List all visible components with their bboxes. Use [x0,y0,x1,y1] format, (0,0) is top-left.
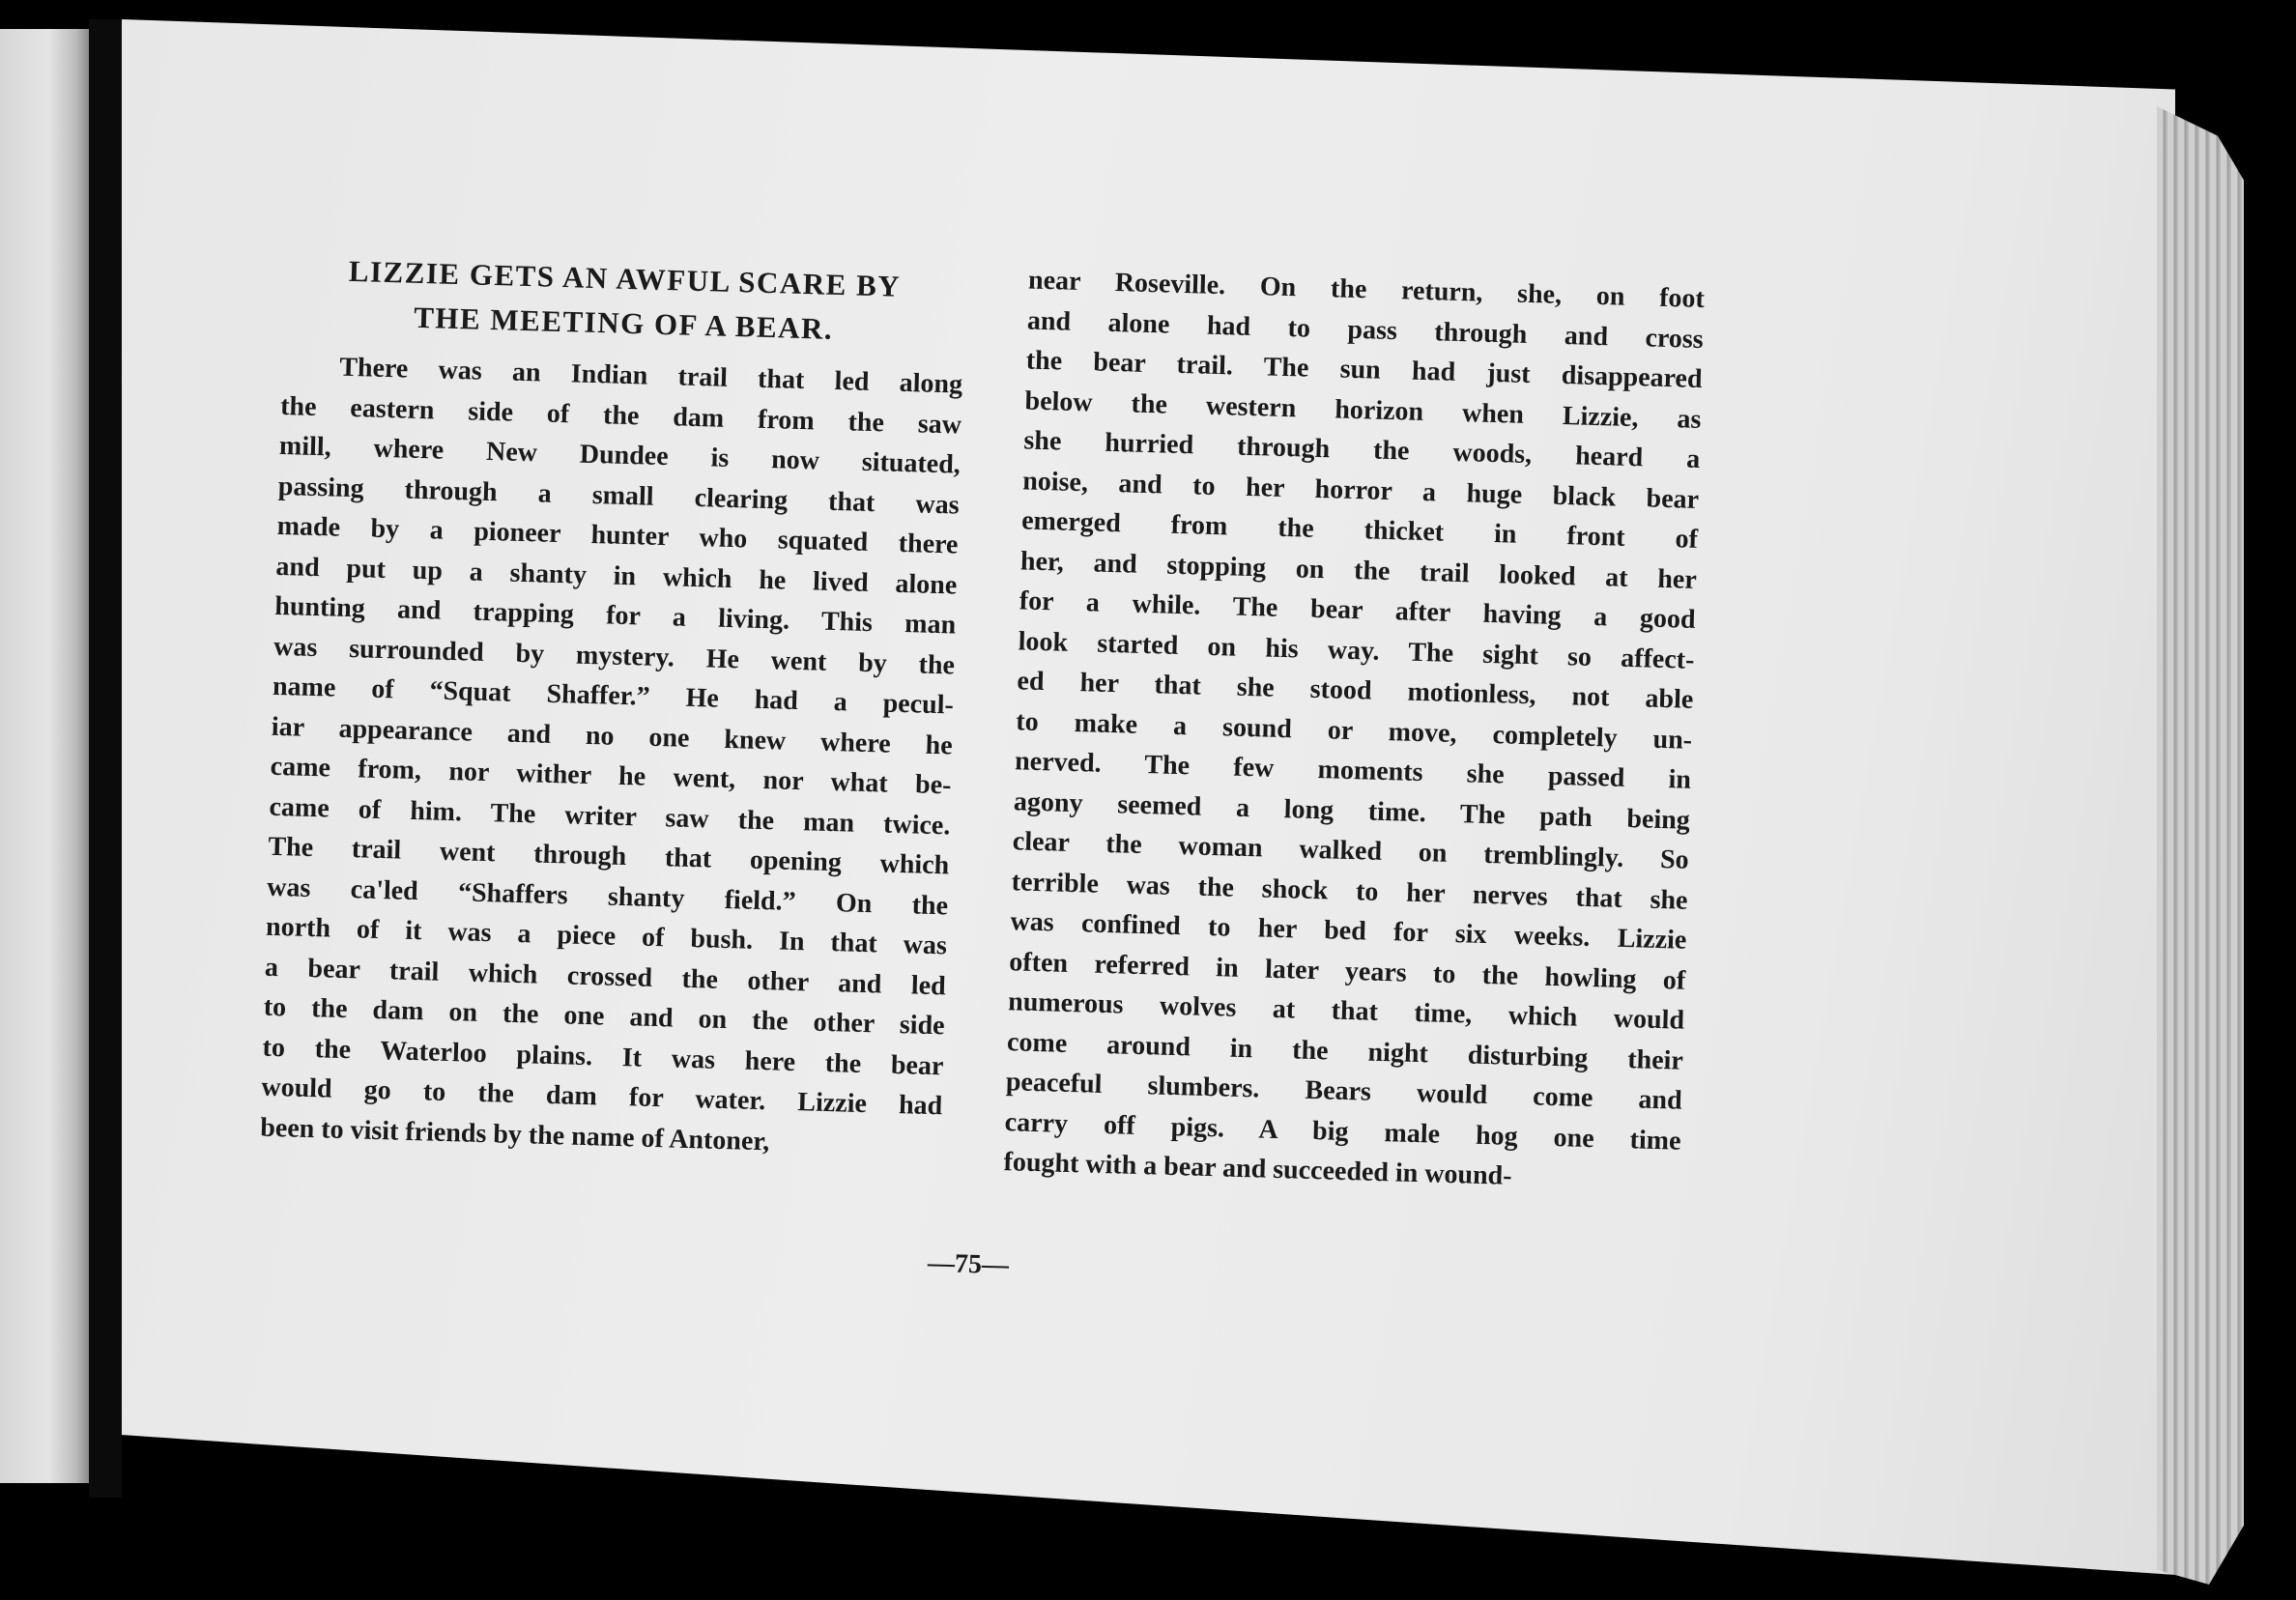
left-column-line: came of him. The writer saw the man twice. [269,791,951,841]
left-column-line: passing through a small clearing that was [277,471,961,521]
right-column-line: agony seemed a long time. The path being [1013,786,1691,836]
chapter-heading [282,247,965,356]
right-column-line: noise, and to her horror a huge black bear [1021,465,1700,515]
left-column-line: was ca'led “Shaffers shanty field.” On the [266,871,949,921]
heading-line-1: LIZZIE GETS AN AWFUL SCARE BY [348,253,902,303]
heading-line-2: THE MEETING OF A BEAR. [413,300,834,346]
left-column-line: would go to the dam for water. Lizzie had [261,1071,943,1122]
left-column-line: mill, where New Dundee is now situated, [278,430,961,480]
left-column-line: was surrounded by mystery. He went by the [273,631,956,681]
left-column-line: name of “Squat Shaffer.” He had a pecul- [272,671,955,721]
left-column-line: a bear trail which crossed the other and led [264,952,947,1001]
page-stack-edges [2157,106,2244,1585]
right-column-line: and alone had to pass through and cross [1026,304,1705,355]
left-column-line: the eastern side of the dam from the saw [279,390,962,441]
right-column-line: the bear trail. The sun had just disappeared [1025,345,1703,394]
left-column-line: north of it was a piece of bush. In that was [265,911,948,961]
right-column-line: emerged from the thicket in front of [1020,505,1699,555]
book-gutter [89,19,122,1498]
right-column [1003,260,1705,1201]
left-column-line: and put up a shanty in which he lived alone [275,551,958,601]
left-column-line: to the Waterloo plains. It was here the bear [262,1032,944,1081]
right-column-line: peaceful slumbers. Bears would come and [1005,1067,1683,1116]
left-column-line: hunting and trapping for a living. This man [273,590,957,641]
left-column-line: The trail went through that opening which [268,831,950,881]
left-column-text [260,346,963,1166]
previous-page-edge [0,29,89,1483]
right-column-line: near Roseville. On the return, she, on foot [1027,265,1706,315]
right-column-line: she hurried through the woods, heard a [1023,425,1701,474]
right-column-line: nerved. The few moments she passed in [1014,746,1692,795]
right-column-line: was confined to her bed for six weeks. Lizzie [1010,906,1687,956]
right-column-text [1003,260,1705,1201]
right-column-line: carry off pigs. A big male hog one time [1004,1106,1681,1157]
right-column-line: terrible was the shock to her nerves that she [1011,866,1688,916]
left-column-line: iar appearance and no one knew where he [271,711,954,760]
right-column-line: below the western horizon when Lizzie, as [1024,385,1702,435]
left-column-line: made by a pioneer hunter who squated there [276,510,959,560]
right-column-line: ed her that she stood motionless, not able [1017,666,1694,715]
right-column-line: look started on his way. The sight so affect- [1018,625,1695,675]
left-column-line: been to visit friends by the name of Antoner, [259,1112,770,1157]
left-column-line: came from, nor wither he went, nor what be- [270,751,952,801]
right-column-line: her, and stopping on the trail looked at her [1019,545,1698,595]
right-column-line: clear the woman walked on tremblingly. So [1012,826,1690,875]
right-column-line: fought with a bear and succeeded in wound- [1003,1147,1512,1191]
left-column-line: to the dam on the one and on the other side [263,991,945,1042]
right-column-line: often referred in later years to the howling of [1008,946,1686,996]
right-column-line: come around in the night disturbing their [1006,1026,1684,1076]
left-column [260,240,966,1166]
page-number: —75— [927,1247,1010,1281]
right-column-line: numerous wolves at that time, which would [1007,986,1685,1036]
left-column-line: There was an Indian trail that led along [338,352,963,400]
right-column-line: for a while. The bear after having a good [1019,586,1697,635]
right-column-line: to make a sound or move, completely un- [1015,705,1693,756]
